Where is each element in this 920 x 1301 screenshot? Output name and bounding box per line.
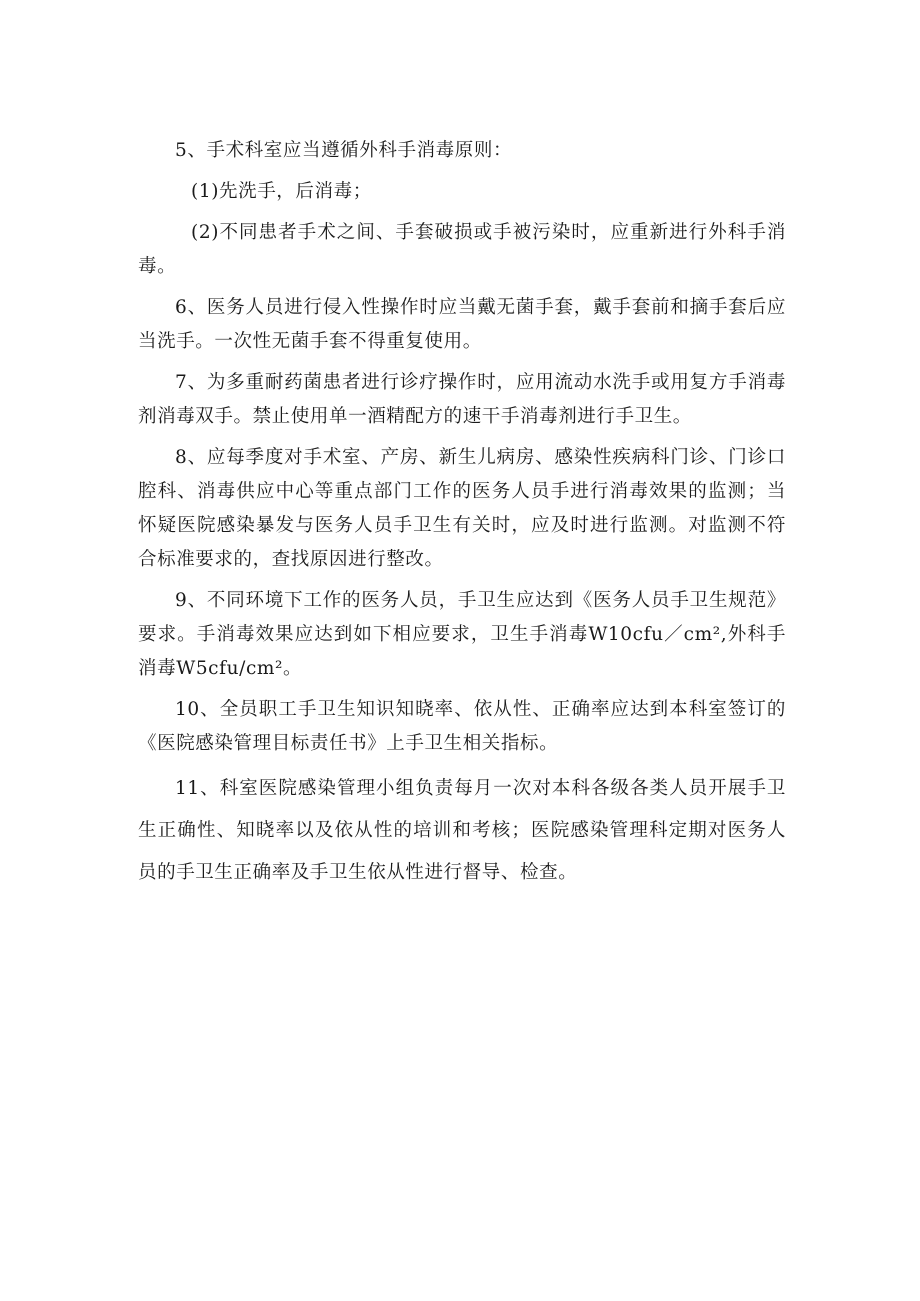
paragraph-item-6: 6、医务人员进行侵入性操作时应当戴无菌手套，戴手套前和摘手套后应当洗手。一次性无菌手套不得重复使用。 (138, 297, 786, 352)
paragraph-item-10: 10、全员职工手卫生知识知晓率、依从性、正确率应达到本科室签订的《医院感染管理目标责任书》上手卫生相关指标。 (138, 699, 786, 754)
document-body (138, 134, 786, 901)
paragraph-item-5-1: (1)先洗手，后消毒； (191, 181, 372, 202)
paragraph-item-7: 7、为多重耐药菌患者进行诊疗操作时，应用流动水洗手或用复方手消毒剂消毒双手。禁止使用单一酒精配方的速干手消毒剂进行手卫生。 (138, 372, 786, 427)
paragraph-item-11: 11、科室医院感染管理小组负责每月一次对本科各级各类人员开展手卫生正确性、知晓率以及依从性的培训和考核；医院感染管理科定期对医务人员的手卫生正确率及手卫生依从性进行督导、检查。 (138, 778, 786, 883)
paragraph-item-5: 5、手术科室应当遵循外科手消毒原则： (175, 140, 513, 161)
paragraph-item-9: 9、不同环境下工作的医务人员，手卫生应达到《医务人员手卫生规范》要求。手消毒效果应达到如下相应要求，卫生手消毒W10cfu／cm²,外科手消毒W5cfu/cm²。 (138, 590, 786, 679)
paragraph-item-8: 8、应每季度对手术室、产房、新生儿病房、感染性疾病科门诊、门诊口腔科、消毒供应中心等重点部门工作的医务人员手进行消毒效果的监测；当怀疑医院感染暴发与医务人员手卫生有关时，应及时进行监测。对监测不符合标准要求的，查找原因进行整改。 (138, 447, 786, 570)
paragraph-item-5-2: (2)不同患者手术之间、手套破损或手被污染时，应重新进行外科手消毒。 (138, 222, 786, 277)
